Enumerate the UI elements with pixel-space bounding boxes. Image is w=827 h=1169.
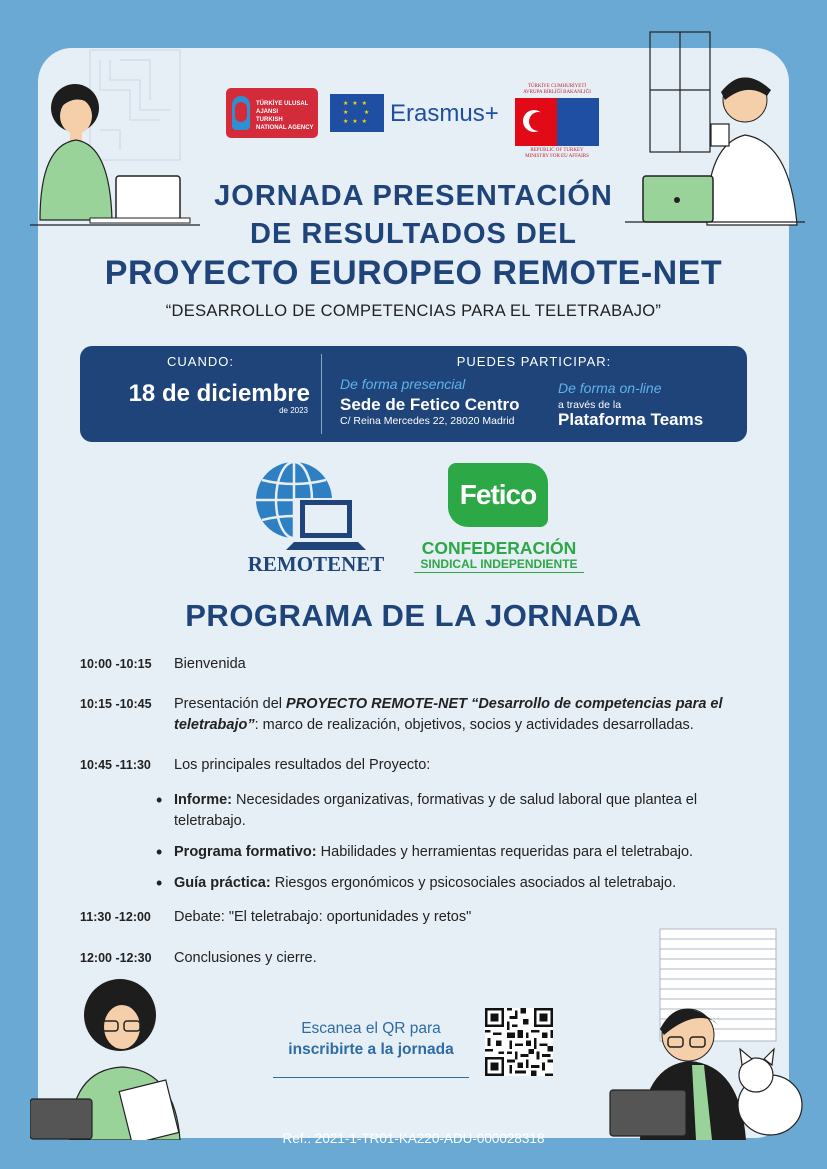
bullet-label: Informe:	[174, 792, 232, 808]
erasmus-plus-logo: Erasmus+	[390, 100, 499, 127]
online-platform: Plataforma Teams	[558, 410, 704, 429]
remotenet-wordmark: REMOTENET	[247, 552, 385, 576]
venue-address: C/ Reina Mercedes 22, 28020 Madrid	[340, 415, 515, 427]
schedule-time: 12:00 -12:30	[80, 951, 152, 965]
bullet-text: Riesgos ergonómicos y psicosociales asociados al teletrabajo.	[270, 875, 677, 891]
ministry-eu-affairs-logo	[512, 84, 602, 159]
ministry-bottom-line-1: REPUBLIC OF TURKEY	[530, 148, 584, 153]
participate-label: PUEDES PARTICIPAR:	[456, 354, 612, 369]
title-line-3: PROYECTO EUROPEO REMOTE-NET	[104, 254, 723, 292]
turkey-eu-flags-icon	[515, 98, 599, 146]
ministry-bottom-line-2: MINISTRY FOR EU AFFAIRS	[525, 154, 589, 159]
online-label: De forma on-line	[558, 380, 662, 396]
project-reference: Ref.: 2021-1-TR01-KA220-ADU-000028318	[282, 1131, 545, 1146]
fetico-confederacion: CONFEDERACIÓN	[421, 538, 577, 558]
sponsor-logos	[226, 84, 606, 159]
bullet-label: Guía práctica:	[174, 875, 271, 891]
title-line-1: JORNADA PRESENTACIÓN	[214, 180, 613, 212]
agency-emblem-icon	[232, 96, 250, 130]
ministry-top-line-2: AVRUPA BİRLİĞİ BAKANLIĞI	[523, 90, 591, 95]
qr-caption	[273, 1010, 469, 1078]
bullet-text: Habilidades y herramientas requeridas para el teletrabajo.	[316, 844, 694, 860]
event-year: de 2023	[279, 406, 308, 415]
bullet-text: Necesidades organizativas, formativas y de salud laboral que plantea el teletrabajo.	[174, 792, 698, 829]
schedule-time: 10:45 -11:30	[80, 758, 151, 772]
result-bullet	[156, 842, 756, 863]
schedule-time: 10:00 -10:15	[80, 657, 152, 671]
schedule-text: Bienvenida	[174, 656, 246, 672]
fetico-sindical: SINDICAL INDEPENDIENTE	[414, 557, 584, 573]
agency-name-tr: TÜRKİYE ULUSAL AJANSI	[256, 101, 309, 115]
subtitle: “DESARROLLO DE COMPETENCIAS PARA EL TELETRABAJO”	[165, 302, 662, 320]
schedule-text	[174, 694, 754, 736]
when-label: CUANDO:	[167, 354, 234, 369]
schedule-text: Los principales resultados del Proyecto:	[174, 757, 431, 773]
registration-qr-code[interactable]	[485, 1008, 553, 1076]
ministry-top-line-1: TÜRKİYE CUMHURİYETİ	[527, 84, 587, 89]
fetico-logo: Fetico	[448, 463, 548, 527]
program-title: PROGRAMA DE LA JORNADA	[185, 598, 642, 633]
eu-flag-icon	[330, 94, 384, 132]
presential-label: De forma presencial	[340, 376, 466, 392]
schedule-text-post: : marco de realización, objetivos, socios y actividades desarrolladas.	[254, 717, 694, 733]
schedule-text: Conclusiones y cierre.	[174, 950, 317, 966]
turkish-national-agency-logo	[226, 88, 318, 138]
schedule-time: 10:15 -10:45	[80, 697, 152, 711]
schedule-text: Debate: "El teletrabajo: oportunidades y retos"	[174, 909, 472, 925]
qr-caption-line-1: Escanea el QR para	[301, 1020, 441, 1037]
project-name-emphasis: PROYECTO REMOTE-NET “Desarrollo de competencias para el teletrabajo”	[174, 696, 723, 733]
event-info-banner	[80, 346, 747, 442]
bullet-label: Programa formativo:	[174, 844, 317, 860]
result-bullet	[156, 790, 756, 832]
event-date: 18 de diciembre	[128, 380, 310, 407]
woman-reading-illustration	[30, 975, 220, 1140]
agency-name-en: TURKISH NATIONAL AGENCY	[256, 117, 314, 131]
result-bullet	[156, 873, 756, 894]
schedule-time: 11:30 -12:00	[80, 910, 151, 924]
venue-name: Sede de Fetico Centro	[340, 395, 520, 414]
online-via: a través de la	[558, 399, 622, 411]
title-line-2: DE RESULTADOS DEL	[250, 218, 577, 250]
qr-caption-line-2: inscribirte a la jornada	[288, 1041, 454, 1058]
schedule-text-pre: Presentación del	[174, 696, 287, 712]
